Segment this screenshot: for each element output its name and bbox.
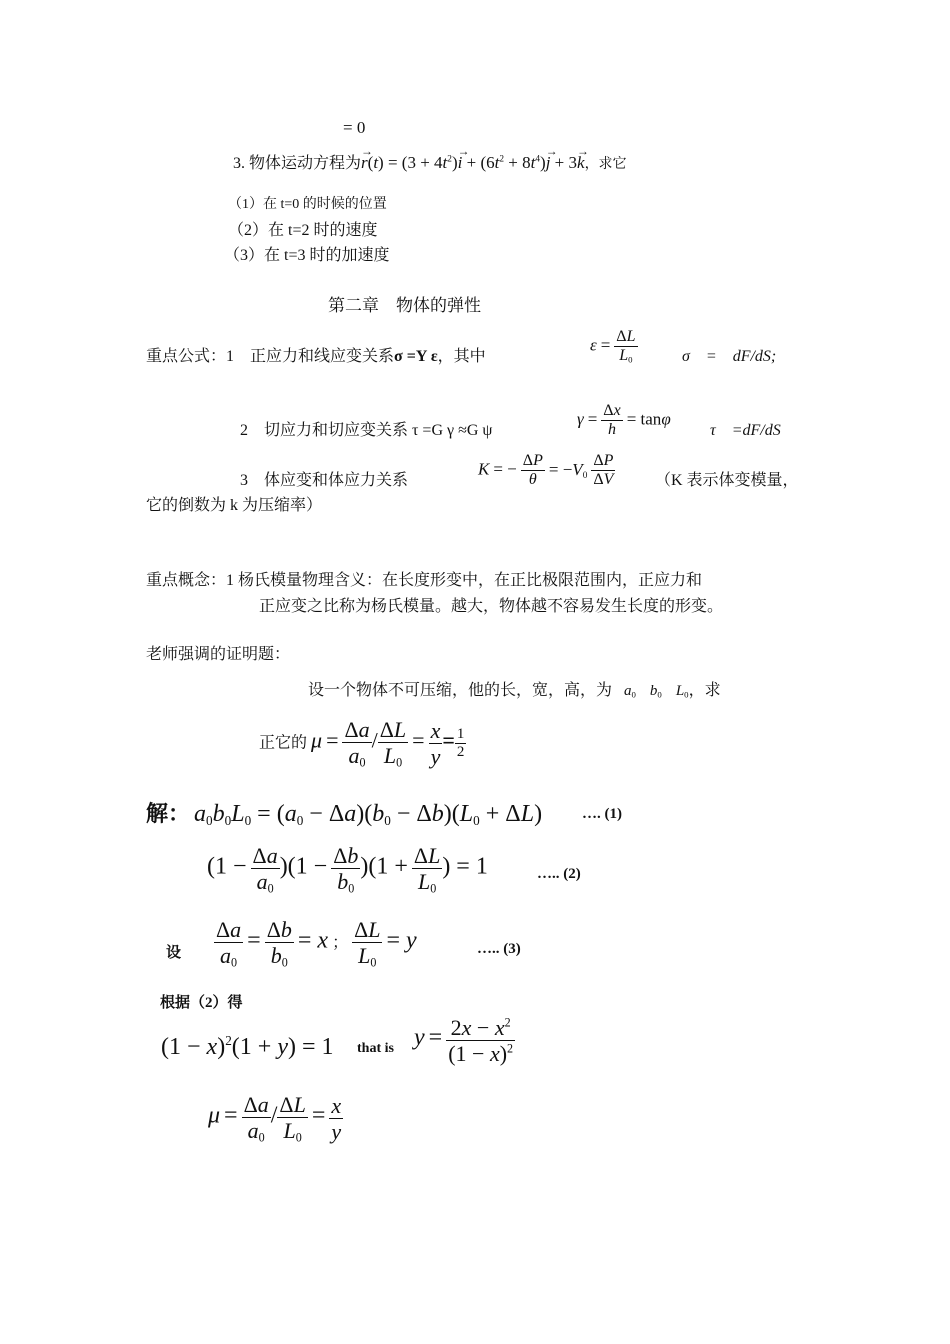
equation-3: $\frac{\Delta a}{a_0}$ = $\frac{\Delta b}{b_0}$ = x ； $\frac{\Delta L}{L_0}$ = y bbox=[216, 917, 417, 970]
problem-3-item-3: （3）在 t=3 时的加速度 bbox=[224, 247, 390, 264]
equation-6: μ = $\frac{\Delta a}{a_0}$ / $\frac{\Delta L}{L_0}$ = $\frac{x}{y}$ bbox=[208, 1092, 342, 1145]
key-formulas-line-1 bbox=[146, 343, 486, 366]
key-concepts-text-1: 1 杨氏模量物理含义：在长度形变中，在正比极限范围内，正应力和 bbox=[226, 572, 703, 589]
formula-1-bold: σ =Y ε bbox=[394, 348, 438, 365]
equation-1: 解： $a_0b_0L_0 = (a_0 - \Delta a)(b_0 - \Delta b)(L_0 + \Delta L)$ bbox=[146, 801, 543, 828]
formula-2-text: 2 切应力和切应变关系 τ =G γ ≈G ψ bbox=[240, 422, 493, 439]
equation-4: $(1 - x)^2(1 + y) = 1$ bbox=[161, 1033, 334, 1061]
key-concepts-line-2: 正应变之比称为杨氏模量。越大，物体越不容易发生长度的形变。 bbox=[259, 598, 724, 615]
key-concepts-label: 重点概念： bbox=[146, 572, 227, 589]
bulk-modulus-formula: K = − $\frac{\Delta P}{\theta}$ = $-V_0$ $\frac{\Delta P}{\Delta V}$ bbox=[478, 452, 614, 489]
key-formulas-label: 重点公式： bbox=[146, 348, 227, 365]
set-label: 设 bbox=[166, 945, 182, 961]
equation-2-label: ….. (2) bbox=[537, 866, 581, 882]
according-label: 根据（2）得 bbox=[160, 995, 243, 1011]
prove-formula: 正它的 μ = $\frac{\Delta a}{a_0}$ / $\frac{\Delta L}{L_0}$ = $\frac{x}{y}$ = $\frac{1}{2}$ bbox=[259, 717, 465, 770]
that-is-label: that is bbox=[357, 1041, 394, 1056]
proof-statement-text: 设一个物体不可压缩，他的长，宽，高，为 bbox=[308, 682, 613, 699]
proof-heading: 老师强调的证明题： bbox=[146, 646, 291, 663]
equation-1-label: …. (1) bbox=[582, 806, 622, 822]
chapter-title: 第二章 物体的弹性 bbox=[328, 296, 481, 315]
problem-3-statement bbox=[233, 150, 627, 173]
formula-3-tail: （K 表示体变模量， bbox=[655, 472, 799, 489]
formula-1-tail: σ = dF/dS; bbox=[682, 348, 777, 365]
key-concepts-line-1 bbox=[146, 567, 702, 590]
formula-3-line-2: 它的倒数为 k 为压缩率） bbox=[146, 497, 323, 514]
solve-label: 解： bbox=[146, 801, 191, 826]
formula-1-text: 1 正应力和线应变关系 bbox=[226, 348, 395, 365]
formula-3-text: 3 体应变和体应力关系 bbox=[240, 472, 409, 489]
problem-3-item-1: （1）在 t=0 的时候的位置 bbox=[228, 197, 387, 212]
problem-3-item-2: （2）在 t=2 时的速度 bbox=[228, 222, 378, 239]
problem-3-suffix: ，求它 bbox=[584, 157, 627, 172]
strain-formula: ε = $\frac{\Delta L}{L_0}$ bbox=[590, 328, 636, 366]
formula-2-tail: τ =dF/dS bbox=[710, 422, 781, 439]
top-equation: = 0 bbox=[343, 118, 366, 137]
equation-3-label: ….. (3) bbox=[477, 941, 521, 957]
equation-2: (1 − $\frac{\Delta a}{a_0}$ )(1 − $\frac{\Delta b}{b_0}$ )(1 + $\frac{\Delta L}{L_0}$ ) = 1 bbox=[207, 843, 488, 896]
motion-equation: → $r(t) = (3 + 4t^2)\to i + (6t^2 + 8t^4)\to j + 3\to k$ bbox=[361, 153, 585, 172]
formula-1-after: ，其中 bbox=[437, 348, 486, 365]
prove-prefix: 正它的 bbox=[259, 734, 308, 752]
proof-statement: 设一个物体不可压缩，他的长，宽，高，为 $a_0$ $b_0$ $L_0$，求 bbox=[308, 682, 721, 700]
problem-3-prefix: 3. 物体运动方程为 bbox=[233, 155, 362, 172]
proof-statement-end: ，求 bbox=[688, 682, 721, 699]
shear-strain-formula: γ = $\frac{\Delta x}{h}$ = tanφ bbox=[577, 402, 671, 439]
equation-5: y = $\frac{2x - x^2}{(1 - x)^2}$ bbox=[414, 1015, 514, 1067]
